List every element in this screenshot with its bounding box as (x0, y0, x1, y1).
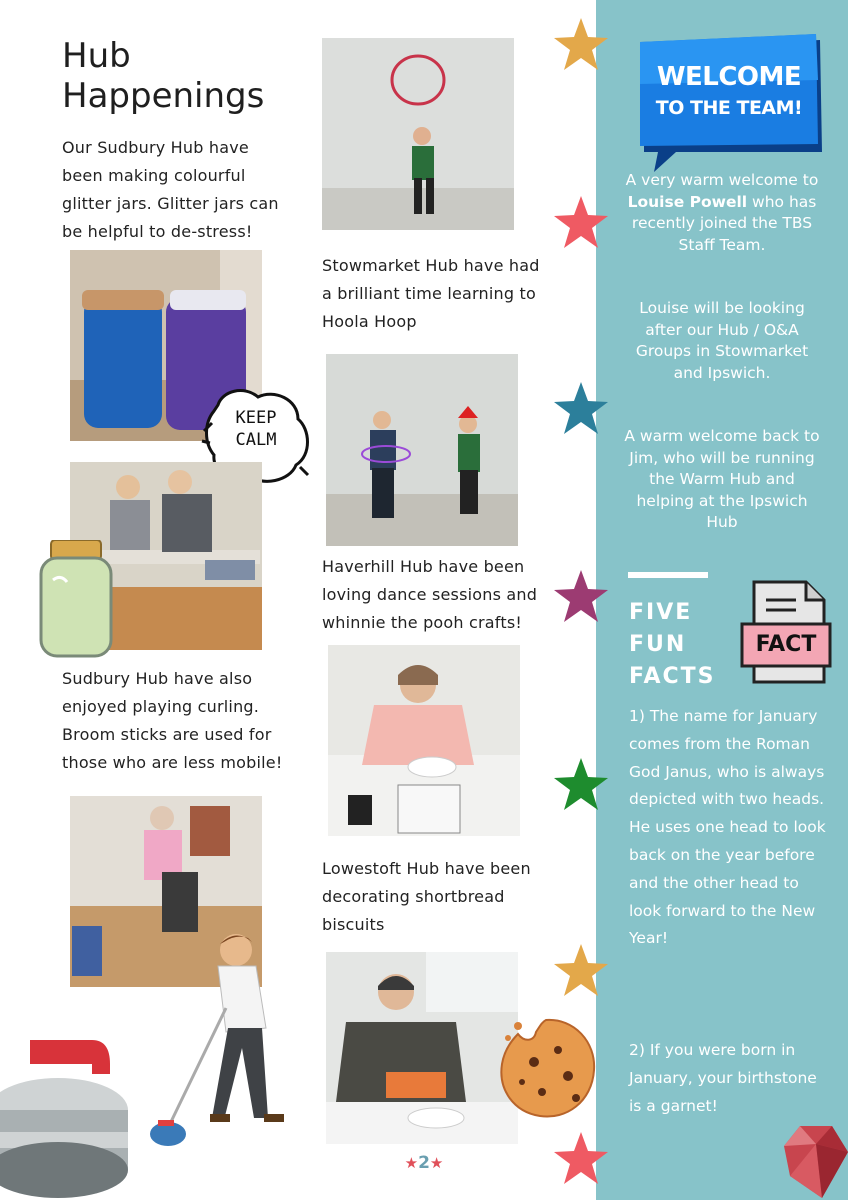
fact-2-text: 2) If you were born in January, your birthstone is a garnet! (629, 1041, 817, 1115)
staff-name: Louise Powell (627, 192, 748, 211)
louise-role-text: Louise will be looking after our Hub / O&A Groups in Stowmarket and Ipswich. (635, 299, 809, 382)
haverhill-text: Haverhill Hub have been loving dance sessions and whinnie the pooh crafts! (322, 557, 538, 632)
dance-session-photo (326, 354, 518, 546)
welcome-banner (636, 20, 826, 172)
panel-divider (628, 572, 708, 578)
curling-text: Sudbury Hub have also enjoyed playing curling. Broom sticks are used for those who are less mobile! (62, 669, 283, 772)
intro-text: Our Sudbury Hub have been making colourful glitter jars. Glitter jars can be helpful to de-stress! (62, 138, 279, 241)
fact-document-icon (740, 580, 832, 684)
cookie-illustration (494, 1012, 600, 1124)
star-icon (552, 194, 610, 252)
curling-stone-illustration (0, 1040, 130, 1200)
star-icon (552, 380, 610, 438)
fun-facts-heading (629, 597, 716, 693)
star-icon (552, 1130, 610, 1188)
star-icon: ★ (429, 1154, 444, 1172)
keep-calm-line-1: KEEP (235, 408, 277, 428)
welcome-banner-line-1: WELCOME (656, 62, 802, 92)
stowmarket-text: Stowmarket Hub have had a brilliant time learning to Hoola Hoop (322, 256, 540, 331)
welcome-post: who has recently joined the TBS Staff Team. (631, 192, 817, 254)
fact-badge-label: FACT (755, 632, 817, 657)
biscuit-decorating-photo (326, 952, 518, 1144)
lowestoft-text: Lowestoft Hub have been decorating shortbread biscuits (322, 859, 531, 934)
welcome-banner-line-2: TO THE TEAM! (655, 97, 803, 119)
jim-welcome-text: A warm welcome back to Jim, who will be running the Warm Hub and helping at the Ipswich Hub (624, 427, 820, 531)
star-icon (552, 942, 610, 1000)
welcome-louise-text (620, 170, 824, 256)
star-icon: ★ (404, 1154, 419, 1172)
star-icon (552, 756, 610, 814)
facts-heading-line-3: FACTS (629, 664, 716, 689)
jar-illustration (37, 540, 115, 658)
page-title: Hub Happenings (62, 36, 265, 116)
star-icon (552, 568, 610, 626)
fact-1-text: 1) The name for January comes from the Roman God Janus, who is always depicted with two heads. He uses one head to look back on the year before and the other head to look forward to the New Year! (629, 707, 826, 948)
welcome-pre: A very warm welcome to (625, 171, 819, 189)
keep-calm-line-2: CALM (235, 430, 277, 450)
page-number-value: 2 (418, 1153, 430, 1173)
star-icon (552, 16, 610, 74)
facts-heading-line-1: FIVE (629, 600, 693, 625)
curling-player-illustration (148, 928, 308, 1150)
facts-heading-line-2: FUN (629, 632, 687, 657)
shortbread-photo (328, 645, 520, 836)
garnet-gem-illustration (782, 1122, 848, 1200)
hoola-hoop-photo (322, 38, 514, 230)
page-number (396, 1152, 452, 1174)
keep-calm-text (226, 407, 286, 451)
